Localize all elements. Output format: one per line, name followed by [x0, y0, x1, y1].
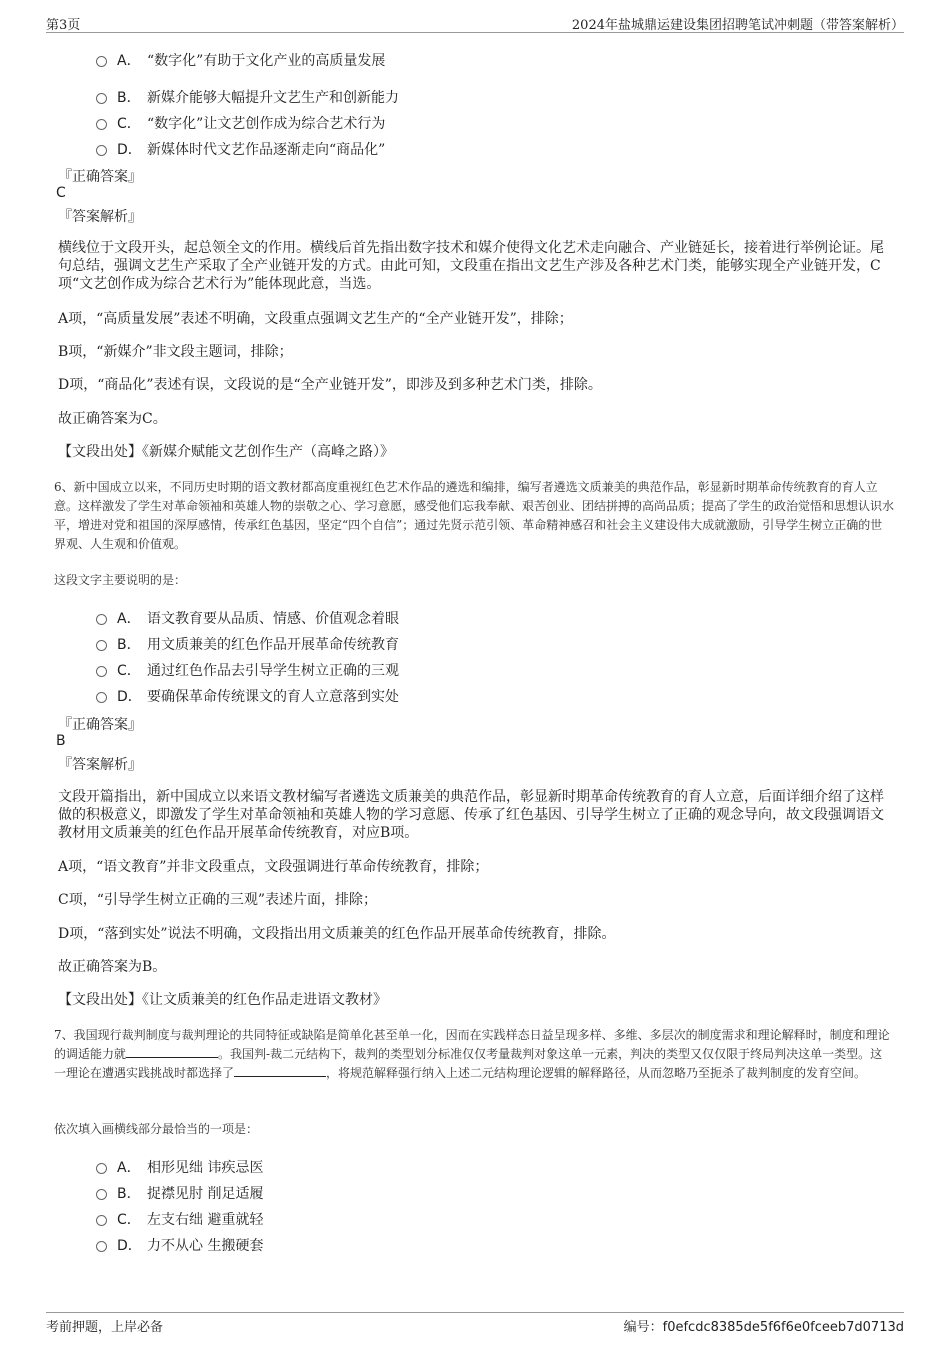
- option-text: 捉襟见肘 削足适履: [147, 1186, 264, 1202]
- option-key: B．: [117, 1186, 141, 1202]
- question-prompt: 这段文字主要说明的是：: [54, 573, 187, 587]
- option-text: 新媒体时代文艺作品逐渐走向“商品化”: [147, 142, 386, 158]
- option-text: “数字化”有助于文化产业的高质量发展: [147, 53, 386, 69]
- analysis-text: 横线位于文段开头，起总领全文的作用。横线后首先指出数字技术和媒介使得文化艺术走向融合、产业链延长，接着进行举例论证。尾句总结，强调文艺生产采取了全产业链开发的方式。由此可知，文段重在指出文艺生产涉及各种艺术门类，能够实现全产业链开发，C项“文艺创作成为综合艺术行为”能体现此意，当选。: [58, 240, 884, 292]
- q6-option-b[interactable]: [96, 634, 399, 654]
- radio-icon[interactable]: [96, 640, 107, 651]
- q7-option-a[interactable]: [96, 1157, 263, 1177]
- radio-icon[interactable]: [96, 1215, 107, 1226]
- conclusion: 故正确答案为B。: [58, 959, 167, 975]
- document-title: 2024年盐城鼎运建设集团招聘笔试冲刺题（带答案解析）: [571, 18, 904, 33]
- q6-option-d[interactable]: [96, 686, 399, 706]
- source: 【文段出处】《让文质兼美的红色作品走进语文教材》: [58, 992, 387, 1008]
- option-key: C．: [117, 1212, 141, 1228]
- answer-label: 『正确答案』: [58, 169, 142, 185]
- option-d-note: D项，“商品化”表述有误，文段说的是“全产业链开发”，即涉及到多种艺术门类，排除。: [58, 377, 602, 393]
- option-text: “数字化”让文艺创作成为综合艺术行为: [147, 116, 386, 132]
- option-d-note: D项，“落到实处”说法不明确，文段指出用文质兼美的红色作品开展革命传统教育，排除。: [58, 926, 616, 942]
- option-key: B．: [117, 637, 141, 653]
- radio-icon[interactable]: [96, 614, 107, 625]
- option-text: 语文教育要从品质、情感、价值观念着眼: [147, 611, 399, 627]
- radio-icon[interactable]: [96, 93, 107, 104]
- option-key: D．: [117, 1238, 142, 1254]
- q5-option-d[interactable]: [96, 139, 385, 159]
- radio-icon[interactable]: [96, 56, 107, 67]
- q7-option-b[interactable]: [96, 1183, 263, 1203]
- q7-option-d[interactable]: [96, 1235, 263, 1255]
- option-a-note: A项，“高质量发展”表述不明确，文段重点强调文艺生产的“全产业链开发”，排除；: [58, 311, 573, 327]
- stem-part-3: ，将规范解释强行纳入上述二元结构理论逻辑的解释路径，从而忽略乃至扼杀了裁判制度的发育空间。: [326, 1066, 867, 1080]
- q5-option-b[interactable]: [96, 87, 399, 107]
- option-text: 新媒介能够大幅提升文艺生产和创新能力: [147, 90, 399, 106]
- radio-icon[interactable]: [96, 1163, 107, 1174]
- analysis-label: 『答案解析』: [58, 757, 142, 773]
- option-key: B．: [117, 90, 141, 106]
- option-text: 力不从心 生搬硬套: [147, 1238, 264, 1254]
- option-text: 用文质兼美的红色作品开展革命传统教育: [147, 637, 399, 653]
- option-key: A．: [117, 53, 141, 69]
- q6-option-a[interactable]: [96, 608, 399, 628]
- stem-part-1: 7、我国现行裁判制度与裁判理论的共同特征或缺陷是简单化甚至单一化，因而在实践样态日益呈现多样、多维、多层次的制度需求和理论解释时，制度和理论的调适能力就: [54, 1028, 890, 1061]
- q5-option-c[interactable]: [96, 113, 385, 133]
- correct-answer: C: [56, 185, 66, 201]
- option-key: C．: [117, 116, 141, 132]
- option-key: C．: [117, 663, 141, 679]
- fill-blank-2: [234, 1066, 326, 1077]
- option-b-note: B项，“新媒介”非文段主题词，排除；: [58, 344, 293, 360]
- page-footer: [46, 1312, 904, 1335]
- q7-option-c[interactable]: [96, 1209, 263, 1229]
- page-number: 第3页: [46, 18, 81, 33]
- analysis-text: 文段开篇指出，新中国成立以来语文教材编写者遴选文质兼美的典范作品，彰显新时期革命传统教育的育人立意，后面详细介绍了这样做的积极意义，即激发了学生对革命领袖和英雄人物的学习意愿、传承了红色基因、引导学生树立了正确的观念导向，故文段强调语文教材用文质兼美的红色作品开展革命传统教育，对应B项。: [58, 789, 884, 841]
- option-key: A．: [117, 611, 141, 627]
- option-c-note: C项，“引导学生树立正确的三观”表述片面，排除；: [58, 892, 378, 908]
- fill-blank-1: [126, 1047, 218, 1058]
- option-text: 相形见绌 讳疾忌医: [147, 1160, 264, 1176]
- question-stem: [54, 1026, 894, 1083]
- document-id: 编号：f0efcdc8385de5f6f6e0fceeb7d0713d: [623, 1320, 904, 1335]
- option-text: 左支右绌 避重就轻: [147, 1212, 264, 1228]
- radio-icon[interactable]: [96, 1241, 107, 1252]
- radio-icon[interactable]: [96, 692, 107, 703]
- option-text: 通过红色作品去引导学生树立正确的三观: [147, 663, 399, 679]
- question-prompt: 依次填入画横线部分最恰当的一项是：: [54, 1122, 259, 1136]
- radio-icon[interactable]: [96, 666, 107, 677]
- radio-icon[interactable]: [96, 119, 107, 130]
- option-a-note: A项，“语文教育”并非文段重点，文段强调进行革命传统教育，排除；: [58, 859, 489, 875]
- stem-part-2: 。我国判-裁二元结构下，裁判的类型划分标准仅仅考量裁判对象这单一元素，判决的类型又仅仅限于终局判决这单一类型。这一理论在遭遇实践挑战时都选择了: [54, 1047, 883, 1080]
- source: 【文段出处】《新媒介赋能文艺创作生产（高峰之路）》: [58, 444, 394, 460]
- conclusion: 故正确答案为C。: [58, 411, 167, 427]
- page-header: [46, 14, 904, 33]
- question-stem: 6、新中国成立以来，不同历史时期的语文教材都高度重视红色艺术作品的遴选和编排，编写者遴选文质兼美的典范作品，彰显新时期革命传统教育的育人立意。这样激发了学生对革命领袖和英雄人物的崇敬之心、学习意愿，感受他们忘我奉献、艰苦创业、团结拼搏的高尚品质；提高了学生的政治觉悟和思想认识水平，增进对党和祖国的深厚感情，传承红色基因，坚定“四个自信”；通过先贤示范引领、革命精神感召和社会主义建设伟大成就激励，引导学生树立正确的世界观、人生观和价值观。: [54, 480, 895, 551]
- correct-answer: B: [56, 733, 66, 749]
- option-key: D．: [117, 689, 142, 705]
- footer-slogan: 考前押题，上岸必备: [46, 1320, 164, 1335]
- option-text: 要确保革命传统课文的育人立意落到实处: [147, 689, 399, 705]
- option-key: A．: [117, 1160, 141, 1176]
- answer-label: 『正确答案』: [58, 717, 142, 733]
- q5-option-a[interactable]: [96, 50, 385, 70]
- radio-icon[interactable]: [96, 145, 107, 156]
- option-key: D．: [117, 142, 142, 158]
- q6-option-c[interactable]: [96, 660, 399, 680]
- analysis-label: 『答案解析』: [58, 209, 142, 225]
- radio-icon[interactable]: [96, 1189, 107, 1200]
